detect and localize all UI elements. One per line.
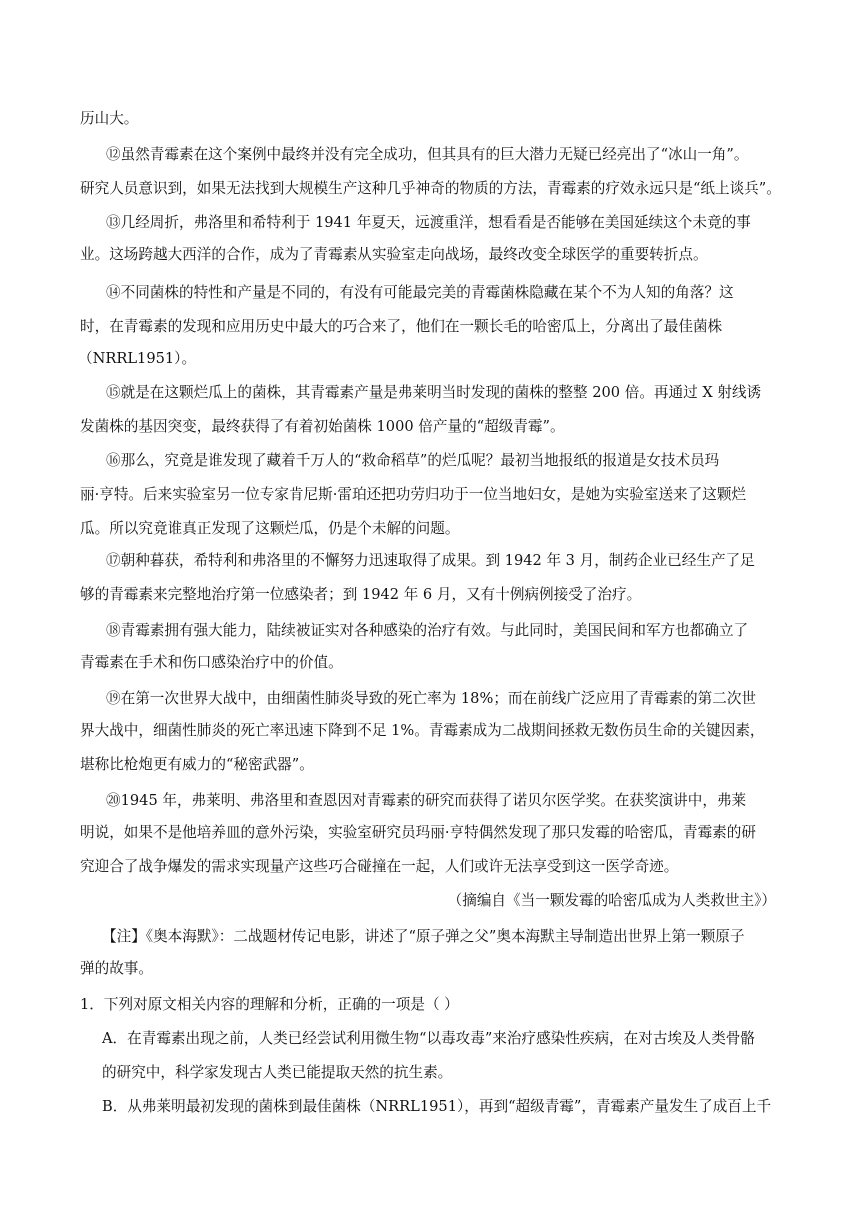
paragraph-16-line-3: 瓜。所以究竟谁真正发现了这颗烂瓜，仍是个未解的问题。 — [80, 520, 460, 537]
paragraph-12-line-2: 研究人员意识到，如果无法找到大规模生产这种几乎神奇的物质的方法，青霉素的疗效永远只是“纸上谈兵”。 — [80, 180, 781, 197]
option-b-line-1: B．从弗莱明最初发现的菌株到最佳菌株（NRRL1951），再到“超级青霉”，青霉素产量发生了成百上千 — [102, 1098, 772, 1115]
paragraph-19-line-1: ⑲在第一次世界大战中，由细菌性肺炎导致的死亡率为 18%；而在前线广泛应用了青霉素的第二次世 — [106, 690, 757, 707]
paragraph-19-line-2: 界大战中，细菌性肺炎的死亡率迅速下降到不足 1%。青霉素成为二战期间拯救无数伤员生命的关键因素， — [80, 722, 765, 739]
paragraph-16-line-1: ⑯那么，究竟是谁发现了藏着千万人的“救命稻草”的烂瓜呢？最初当地报纸的报道是女技术员玛 — [106, 452, 720, 469]
paragraph-19-line-3: 堪称比枪炮更有威力的“秘密武器”。 — [80, 756, 314, 773]
paragraph-12-line-1: ⑫虽然青霉素在这个案例中最终并没有完全成功，但其具有的巨大潜力无疑已经亮出了“冰山一角”。 — [106, 146, 749, 163]
paragraph-17-line-2: 够的青霉素来完整地治疗第一位感染者；到 1942 年 6 月，又有十例病例接受了治疗。 — [80, 586, 642, 603]
paragraph-16-line-2: 丽·亨特。后来实验室另一位专家肯尼斯·雷珀还把功劳归功于一位当地妇女，是她为实验室送来了这颗烂 — [80, 486, 747, 503]
paragraph-14-line-1: ⑭不同菌株的特性和产量是不同的，有没有可能最完美的青霉菌株隐藏在某个不为人知的角落？这 — [106, 284, 734, 301]
option-a-line-1: A．在青霉素出现之前，人类已经尝试利用微生物“以毒攻毒”来治疗感染性疾病，在对古埃及人类骨骼 — [102, 1030, 755, 1047]
paragraph-13-line-1: ⑬几经周折，弗洛里和希特利于 1941 年夏天，远渡重洋，想看看是否能够在美国延续这个未竟的事 — [106, 214, 751, 231]
note-line-1: 【注】《奥本海默》：二战题材传记电影，讲述了“原子弹之父”奥本海默主导制造出世界上第一颗原子 — [102, 928, 745, 945]
paragraph-18-line-2: 青霉素在手术和伤口感染治疗中的价值。 — [80, 654, 343, 671]
question-1-stem: 1．下列对原文相关内容的理解和分析，正确的一项是（ ） — [80, 996, 459, 1013]
text-line: 历山大。 — [80, 110, 139, 127]
paragraph-14-line-2: 时，在青霉素的发现和应用历史中最大的巧合来了，他们在一颗长毛的哈密瓜上，分离出了最佳菌株 — [80, 318, 723, 335]
paragraph-20-line-3: 究迎合了战争爆发的需求实现量产这些巧合碰撞在一起，人们或许无法享受到这一医学奇迹。 — [80, 858, 679, 875]
paragraph-20-line-2: 明说，如果不是他培养皿的意外污染，实验室研究员玛丽·亨特偶然发现了那只发霉的哈密瓜，青霉素的研 — [80, 824, 756, 841]
source-citation: （摘编自《当一颗发霉的哈密瓜成为人类救世主》） — [447, 892, 776, 909]
paragraph-15-line-2: 发菌株的基因突变，最终获得了有着初始菌株 1000 倍产量的“超级青霉”。 — [80, 418, 565, 435]
paragraph-17-line-1: ⑰朝种暮获，希特利和弗洛里的不懈努力迅速取得了成果。到 1942 年 3 月，制药企业已经生产了足 — [106, 552, 755, 569]
option-a-line-2: 的研究中，科学家发现古人类已能提取天然的抗生素。 — [102, 1064, 453, 1081]
paragraph-14-line-3: （NRRL1951）。 — [78, 350, 197, 367]
paragraph-18-line-1: ⑱青霉素拥有强大能力，陆续被证实对各种感染的治疗有效。与此同时，美国民间和军方也都确立了 — [106, 622, 749, 639]
note-line-2: 弹的故事。 — [80, 960, 153, 977]
paragraph-20-line-1: ⑳1945 年，弗莱明、弗洛里和查恩因对青霉素的研究而获得了诺贝尔医学奖。在获奖演讲中，弗莱 — [106, 792, 747, 809]
paragraph-15-line-1: ⑮就是在这颗烂瓜上的菌株，其青霉素产量是弗莱明当时发现的菌株的整整 200 倍。再通过 X 射线诱 — [106, 384, 762, 401]
paragraph-13-line-2: 业。这场跨越大西洋的合作，成为了青霉素从实验室走向战场，最终改变全球医学的重要转折点。 — [80, 246, 708, 263]
